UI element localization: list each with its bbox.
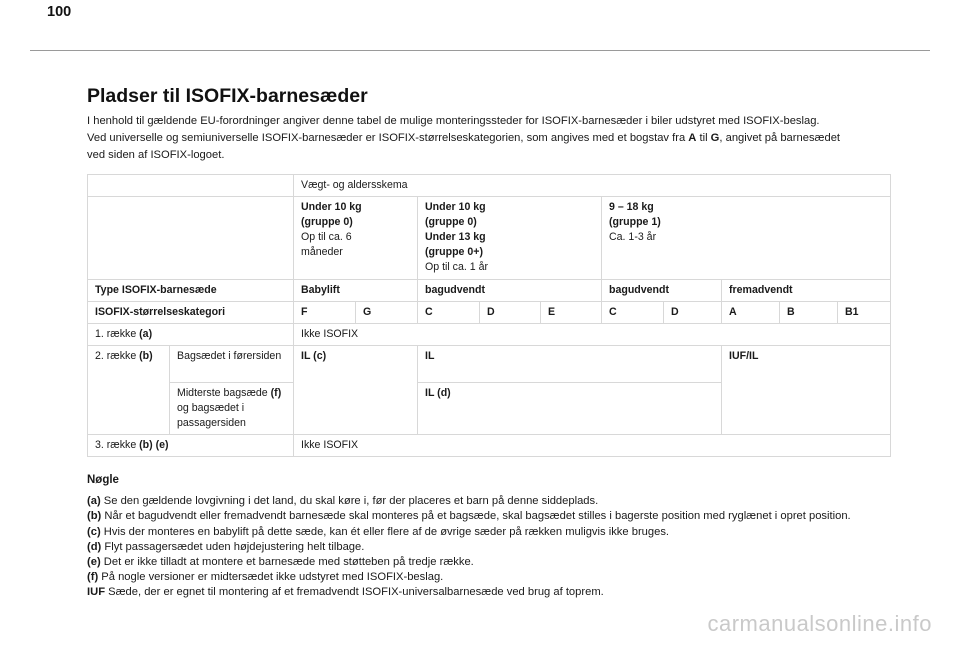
seat-type-label: Type ISOFIX-barnesæde (88, 280, 294, 302)
page-title: Pladser til ISOFIX-barnesæder (87, 85, 368, 107)
row-2-label (88, 346, 170, 435)
group-1-label: (gruppe 1) (609, 216, 661, 228)
page-number: 100 (47, 4, 72, 20)
seat-type-babylift: Babylift (294, 280, 418, 302)
group-0plus-label-a: (gruppe 0) (425, 216, 477, 228)
legend-key: (a) (87, 495, 101, 508)
legend-item (87, 509, 917, 524)
intro-line-1: I henhold til gældende EU-forordninger angiver denne tabel de mulige monteringssteder for ISOFIX-barnesæder i biler udstyret med ISOFIX-beslag. (87, 115, 820, 127)
isofix-table (87, 174, 891, 457)
row-2-rear-value-1: IL (418, 346, 722, 383)
row-1-value: Ikke ISOFIX (294, 324, 891, 346)
group-0-label: (gruppe 0) (301, 216, 353, 228)
group-1-age: Ca. 1-3 år (609, 231, 657, 243)
row-2-passenger-text: og bagsædet i passagersiden (177, 402, 246, 429)
group-1 (602, 197, 891, 280)
intro-section (87, 84, 897, 164)
legend-key: IUF (87, 586, 106, 599)
size-category-label: ISOFIX-størrelseskategori (88, 302, 294, 324)
seat-type-rear-2: bagudvendt (602, 280, 722, 302)
watermark: carmanualsonline.info (707, 611, 932, 636)
group-0plus-rear (418, 197, 602, 280)
size-cell: B1 (838, 302, 891, 324)
legend-item (87, 555, 917, 570)
row-2-forward-value: IUF/IL (722, 346, 891, 435)
intro-text (87, 113, 897, 164)
size-cell: C (418, 302, 480, 324)
legend-key: (d) (87, 540, 102, 553)
size-cell: A (722, 302, 780, 324)
legend-heading: Nøgle (87, 474, 119, 486)
group-0plus-label-b: (gruppe 0+) (425, 246, 483, 258)
legend-item (87, 585, 917, 600)
row-3-label-text: 3. række (95, 439, 140, 451)
size-cell: E (541, 302, 602, 324)
row-2-middle-text: Midterste bagsæde (177, 387, 271, 399)
intro-line-2-til: til (696, 132, 711, 144)
row-3-label (88, 435, 294, 457)
intro-line-2-end: , angivet på barnesædet (719, 132, 841, 144)
legend-key: (f) (87, 571, 99, 584)
size-letter-a: A (688, 132, 697, 144)
row-1-label-text: 1. række (95, 328, 140, 340)
size-letter-g: G (710, 132, 720, 144)
size-cell: D (480, 302, 541, 324)
size-category-row (88, 302, 891, 324)
legend-text: Sæde, der er egnet til montering af et fremadvendt ISOFIX-universalbarnesæde ved brug af toprem. (105, 586, 604, 599)
row-3-value: Ikke ISOFIX (294, 435, 891, 457)
row-2-middle-code: (f) (270, 387, 282, 399)
size-cell: B (780, 302, 838, 324)
row-2-driver-side: Bagsædet i førersiden (170, 346, 294, 383)
legend-text: Når et bagudvendt eller fremadvendt barnesæde skal monteres på et bagsæde, skal bagsædet stilles i bagerste position med ryglænet i opret position. (101, 510, 851, 523)
intro-line-3: ved siden af ISOFIX-logoet. (87, 149, 225, 161)
row-2-babylift-value: IL (c) (294, 346, 418, 435)
row-2-rear-value-2: IL (d) (418, 383, 722, 435)
legend-item (87, 570, 917, 585)
group-0plus-weight-b: Under 13 kg (425, 231, 486, 243)
size-cell: F (294, 302, 356, 324)
row-3-label-code: (b) (e) (139, 439, 169, 451)
legend-key: (e) (87, 556, 101, 569)
size-cell: G (356, 302, 418, 324)
legend-text: På nogle versioner er midtersædet ikke udstyret med ISOFIX-beslag. (98, 571, 444, 584)
legend-text: Se den gældende lovgivning i det land, du skal køre i, før der placeres et barn på denne siddeplads. (100, 495, 599, 508)
group-0-age-a: Op til ca. 6 (301, 231, 352, 243)
group-1-weight: 9 – 18 kg (609, 201, 654, 213)
legend-text: Hvis der monteres en babylift på dette sæde, kan ét eller flere af de øvrige sæder på rækken muligvis ikke bruges. (100, 525, 670, 538)
size-cell: C (602, 302, 664, 324)
size-cell: D (664, 302, 722, 324)
row-1-label (88, 324, 294, 346)
legend (87, 473, 917, 601)
weight-age-header: Vægt- og aldersskema (294, 175, 891, 197)
group-0-weight: Under 10 kg (301, 201, 362, 213)
legend-key: (b) (87, 510, 102, 523)
legend-item (87, 525, 917, 540)
group-0plus-age: Op til ca. 1 år (425, 261, 488, 273)
legend-text: Det er ikke tilladt at montere et barnesæde med støtteben på tredje række. (100, 556, 474, 569)
row-2-label-text: 2. række (95, 350, 140, 362)
intro-line-2 (87, 130, 897, 147)
header-divider (30, 50, 930, 51)
row-2-label-code: (b) (139, 350, 153, 362)
weight-groups-row (88, 197, 891, 280)
seat-type-row (88, 280, 891, 302)
legend-item (87, 494, 917, 509)
intro-line-2-text: Ved universelle og semiuniverselle ISOFIX-barnesæder er ISOFIX-størrelseskategorien, som angives med et bogstav fra (87, 132, 689, 144)
row-1-label-code: (a) (139, 328, 153, 340)
row-1 (88, 324, 891, 346)
weight-age-header-row (88, 175, 891, 197)
row-2-passenger-side (170, 383, 294, 435)
group-0-age-b: måneder (301, 246, 343, 258)
legend-text: Flyt passagersædet uden højdejustering helt tilbage. (101, 540, 365, 553)
seat-type-forward: fremadvendt (722, 280, 891, 302)
legend-item (87, 540, 917, 555)
group-0-babylift (294, 197, 418, 280)
legend-key: (c) (87, 525, 101, 538)
seat-type-rear-1: bagudvendt (418, 280, 602, 302)
row-2a (88, 346, 891, 383)
row-3 (88, 435, 891, 457)
group-0plus-weight-a: Under 10 kg (425, 201, 486, 213)
